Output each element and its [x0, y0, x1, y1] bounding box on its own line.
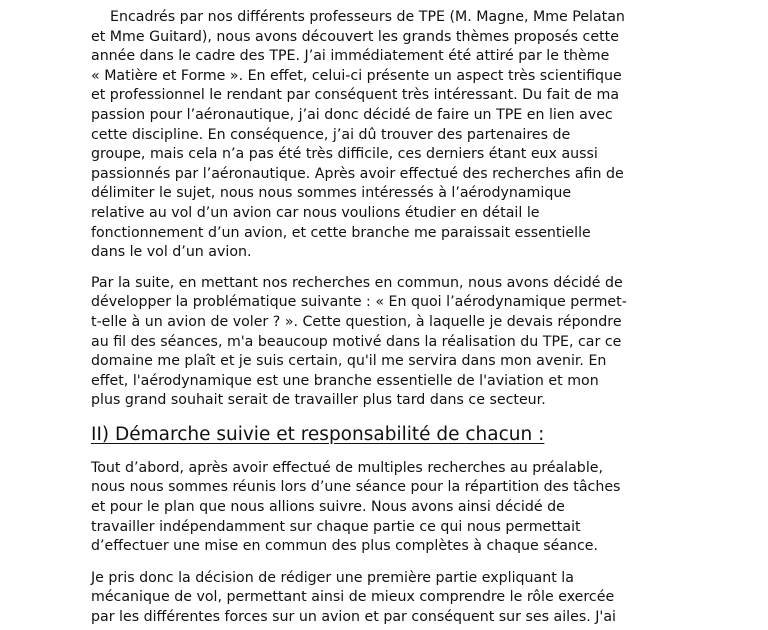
text-line: « Matière et Forme ». En effet, celui-ci présente un aspect très scientifique — [91, 67, 622, 84]
text-line: année dans le cadre des TPE. J’ai immédiatement été attiré par le thème — [91, 48, 610, 65]
text-line: Par la suite, en mettant nos recherches en commun, nous avons décidé de — [91, 274, 623, 291]
document-page — [91, 8, 681, 628]
text-line: fonctionnement d’un avion, et cette branche me paraissait essentielle — [91, 224, 591, 241]
text-line: d’effectuer une mise en commun des plus complètes à chaque séance. — [91, 538, 599, 555]
text-line: et professionnel le rendant par conséquent très intéressant. Du fait de ma — [91, 87, 620, 104]
text-line: cette discipline. En conséquence, j’ai dû trouver des partenaires de — [91, 126, 571, 143]
text-line: développer la problématique suivante : « En quoi l’aérodynamique permet- — [91, 294, 627, 311]
paragraph-demarche — [91, 459, 681, 557]
text-line: effet, l'aérodynamique est une branche essentielle de l'aviation et mon — [91, 372, 599, 389]
text-line: Je pris donc la décision de rédiger une première partie expliquant la — [91, 569, 574, 586]
text-line: nous nous sommes réunis lors d’une séance pour la répartition des tâches — [91, 479, 621, 496]
text-line: domaine me plaît et je suis certain, qu'il me servira dans mon avenir. En — [91, 353, 607, 370]
text-line: passion pour l’aéronautique, j’ai donc décidé de faire un TPE en lien avec — [91, 106, 613, 123]
text-line: et Mme Guitard), nous avons découvert les grands thèmes proposés cette — [91, 28, 619, 45]
text-line: relative au vol d’un avion car nous voulions étudier en détail le — [91, 204, 540, 221]
text-line: passionnés par l’aéronautique. Après avoir effectué des recherches afin de — [91, 165, 624, 182]
text-line: et pour le plan que nous allions suivre. Nous avons ainsi décidé de — [91, 499, 565, 516]
text-line: au fil des séances, m'a beaucoup motivé dans la réalisation du TPE, car ce — [91, 333, 622, 350]
text-line: groupe, mais cela n’a pas été très difficile, ces derniers étant eux aussi — [91, 146, 598, 163]
text-line: travailler indépendamment sur chaque partie ce qui nous permettait — [91, 518, 581, 535]
text-line: t-elle à un avion de voler ? ». Cette question, à laquelle je devais répondre — [91, 313, 622, 330]
text-line: Tout d’abord, après avoir effectué de multiples recherches au préalable, — [91, 459, 603, 476]
text-line: par les différentes forces sur un avion et par conséquent sur ses ailes. J'ai — [91, 609, 616, 626]
text-line: plus grand souhait serait de travailler plus tard dans ce secteur. — [91, 392, 546, 409]
text-line: délimiter le sujet, nous nous sommes intéressés à l’aérodynamique — [91, 185, 572, 202]
text-line: mécanique de vol, permettant ainsi de mieux comprendre le rôle exercée — [91, 589, 615, 606]
paragraph-problematique — [91, 274, 681, 411]
text-line: dans le vol d’un avion. — [91, 244, 252, 261]
paragraph-mecanique-de-vol — [91, 569, 681, 628]
paragraph-introduction — [91, 8, 681, 263]
section-heading: II) Démarche suivie et responsabilité de chacun : — [91, 423, 545, 445]
text-line: Encadrés par nos différents professeurs de TPE (M. Magne, Mme Pelatan — [110, 9, 625, 25]
